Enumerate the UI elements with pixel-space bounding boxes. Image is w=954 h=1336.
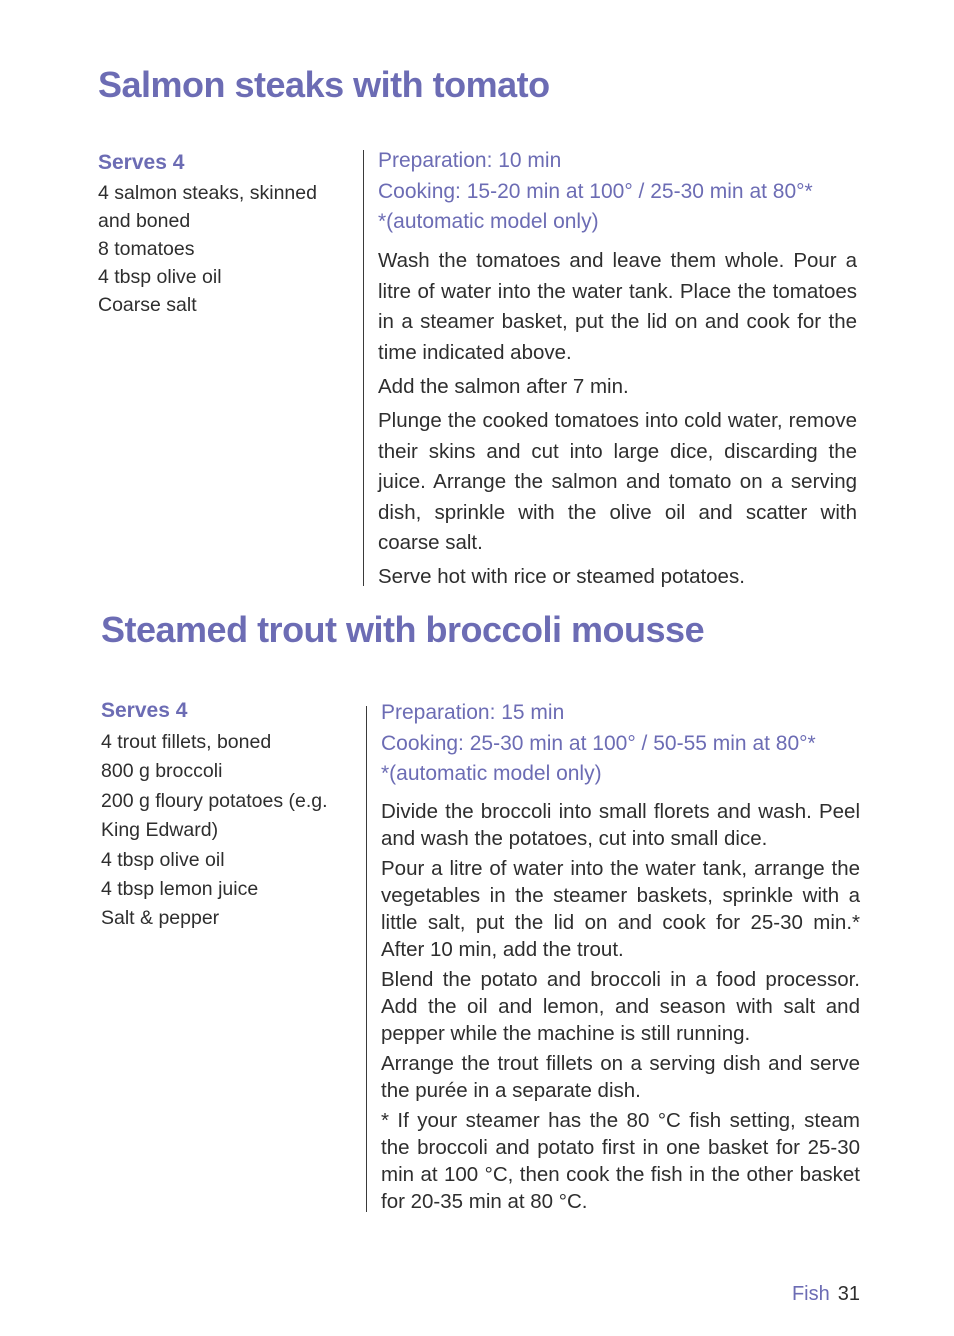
ingredient-list: [98, 179, 352, 319]
method-paragraph: Arrange the trout fillets on a serving dish and serve the purée in a separate dish.: [381, 1052, 860, 1102]
page-footer: [792, 1283, 860, 1306]
recipe-title: Steamed trout with broccoli mousse: [101, 609, 705, 650]
page-number: 31: [837, 1283, 860, 1305]
recipe-timing: [378, 146, 813, 238]
column-divider: [363, 150, 364, 586]
recipe-timing: [381, 698, 816, 790]
recipe-title: Salmon steaks with tomato: [98, 64, 550, 105]
ingredient-item: 4 tbsp lemon juice: [101, 878, 259, 901]
recipe-method: [381, 798, 860, 1218]
method-paragraph: Wash the tomatoes and leave them whole. Pour a litre of water into the water tank. Place the tomatoes in a steamer basket, put the lid on and cook for the time indicated above.: [378, 249, 857, 364]
ingredient-item: Salt & pepper: [101, 907, 220, 930]
column-divider: [366, 706, 367, 1212]
ingredient-item: 4 tbsp olive oil: [101, 848, 225, 871]
ingredient-item: 4 tbsp olive oil: [98, 266, 222, 288]
ingredient-item: Coarse salt: [98, 294, 197, 316]
ingredient-item: 8 tomatoes: [98, 238, 195, 260]
method-paragraph: Blend the potato and broccoli in a food processor. Add the oil and lemon, and season with salt and pepper while the machine is still running.: [381, 968, 860, 1045]
recipe-method: [378, 246, 857, 597]
preparation-time: Preparation: 10 min: [378, 149, 562, 172]
preparation-time: Preparation: 15 min: [381, 701, 565, 724]
serves-label: Serves 4: [98, 151, 185, 174]
method-paragraph: Serve hot with rice or steamed potatoes.: [378, 565, 745, 589]
method-paragraph: Divide the broccoli into small florets and wash. Peel and wash the potatoes, cut into small dice.: [381, 800, 860, 850]
ingredient-list: [101, 728, 341, 934]
method-paragraph: Plunge the cooked tomatoes into cold water, remove their skins and cut into large dice, discarding the juice. Arrange the salmon and tomato on a serving dish, sprinkle with the olive oil and scatter with coarse salt.: [378, 408, 857, 555]
cooking-time: Cooking: 25-30 min at 100° / 50-55 min at 80°*: [381, 731, 816, 755]
method-paragraph: Add the salmon after 7 min.: [378, 374, 629, 398]
method-paragraph: * If your steamer has the 80 °C fish setting, steam the broccoli and potato first in one basket for 25-30 min at 100 °C, then cook the fish in the other basket for 20-35 min at 80 °C.: [381, 1109, 860, 1213]
ingredient-item: 800 g broccoli: [101, 760, 223, 783]
ingredient-item: 200 g floury potatoes (e.g. King Edward): [101, 789, 328, 842]
automatic-model-note: *(automatic model only): [381, 762, 602, 785]
method-paragraph: Pour a litre of water into the water tank, arrange the vegetables in the steamer baskets, sprinkle with a little salt, put the lid on and cook for 25-30 min.* After 10 min, add the trout.: [381, 857, 860, 961]
automatic-model-note: *(automatic model only): [378, 210, 599, 233]
ingredient-item: 4 trout fillets, boned: [101, 731, 272, 753]
serves-label: Serves 4: [101, 699, 188, 722]
cooking-time: Cooking: 15-20 min at 100° / 25-30 min at 80°*: [378, 179, 813, 203]
section-label: Fish: [791, 1283, 830, 1305]
ingredient-item: 4 salmon steaks, skinned and boned: [98, 182, 317, 232]
